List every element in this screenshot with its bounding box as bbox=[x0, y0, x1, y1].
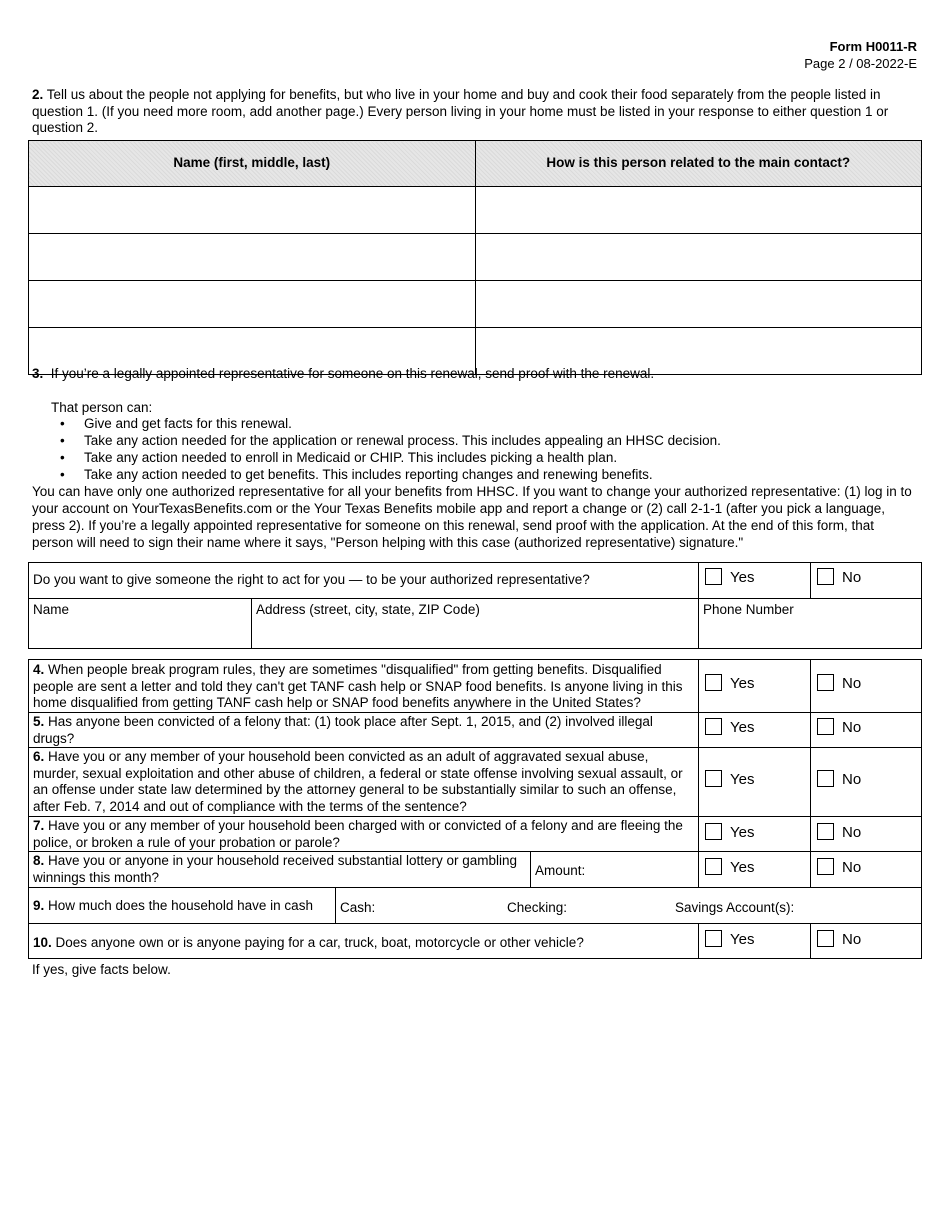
name-input-cell[interactable] bbox=[29, 187, 476, 234]
question-7: 7. Have you or any member of your household been charged with or convicted of a felony and are fleeing the police, or broken a rule of your probation or parole? bbox=[33, 818, 683, 850]
question-2 bbox=[32, 87, 917, 137]
question-9: 9. How much does the household have in cash bbox=[33, 898, 313, 913]
table-row bbox=[29, 281, 922, 328]
authorized-rep-paragraph: You can have only one authorized representative for all your benefits from HHSC. If you want to change your authorized representative: (1) log in to your account on YourTexasBenefits.com or the Your Texas Benefits mobile app and report a change or (2) call 2-1-1 (after you pick a language, press 2). If you’re a legally appointed representative for someone on this renewal, send proof with the application. At the end of this form, that person will need to sign their name where it says, "Person helping with this case (authorized representative) signature." bbox=[32, 484, 912, 550]
question-3 bbox=[32, 366, 917, 551]
q6-no-option[interactable]: No bbox=[817, 771, 861, 790]
no-checkbox[interactable] bbox=[817, 930, 834, 947]
table-row bbox=[29, 187, 922, 234]
rep-name-field[interactable]: Name bbox=[33, 602, 70, 617]
question-10: 10. Does anyone own or is anyone paying for a car, truck, boat, motorcycle or other vehicle? bbox=[33, 935, 584, 950]
question-text: Tell us about the people not applying for benefits, but who live in your home and buy and cook their food separately from the people listed in question 1. (If you need more room, add another page.) Every person living in your home must be listed in your response to either question 1 or question 2. bbox=[32, 87, 889, 136]
list-item: • Take any action needed to get benefits. This includes reporting changes and renewing benefits. bbox=[32, 467, 917, 484]
column-header-name: Name (first, middle, last) bbox=[29, 141, 476, 187]
q4-no-option[interactable]: No bbox=[817, 675, 861, 694]
relation-input-cell[interactable] bbox=[475, 281, 922, 328]
questions-box bbox=[28, 659, 922, 959]
list-item: • Give and get facts for this renewal. bbox=[32, 416, 917, 433]
rep-address-field[interactable]: Address (street, city, state, ZIP Code) bbox=[256, 602, 480, 617]
divider bbox=[810, 923, 811, 958]
divider bbox=[810, 660, 811, 887]
yes-checkbox[interactable] bbox=[705, 568, 722, 585]
q5-no-option[interactable]: No bbox=[817, 719, 861, 738]
authorized-rep-box bbox=[28, 562, 922, 649]
relation-input-cell[interactable] bbox=[475, 187, 922, 234]
no-checkbox[interactable] bbox=[817, 568, 834, 585]
footer-note: If yes, give facts below. bbox=[32, 962, 171, 977]
no-checkbox[interactable] bbox=[817, 718, 834, 735]
question-number: 2. bbox=[32, 87, 44, 102]
divider bbox=[29, 923, 921, 924]
list-item: • Take any action needed to enroll in Medicaid or CHIP. This includes picking a health plan. bbox=[32, 450, 917, 467]
amount-field[interactable]: Amount: bbox=[535, 863, 586, 878]
yes-checkbox[interactable] bbox=[705, 823, 722, 840]
yes-checkbox[interactable] bbox=[705, 770, 722, 787]
name-input-cell[interactable] bbox=[29, 281, 476, 328]
yes-checkbox[interactable] bbox=[705, 674, 722, 691]
divider bbox=[810, 563, 811, 598]
divider bbox=[698, 660, 699, 887]
relation-input-cell[interactable] bbox=[475, 234, 922, 281]
savings-field[interactable]: Savings Account(s): bbox=[675, 900, 795, 915]
q7-no-option[interactable]: No bbox=[817, 824, 861, 843]
representative-powers-list bbox=[32, 416, 917, 483]
q10-no-option[interactable]: No bbox=[817, 931, 861, 950]
divider bbox=[698, 563, 699, 598]
yes-checkbox[interactable] bbox=[705, 930, 722, 947]
question-4: 4. When people break program rules, they are sometimes "disqualified" from getting benefits. Disqualified people are sent a letter and told they can't get TANF cash help or SNAP food benefits. Is anyone living in this home disqualified from getting TANF cash help or SNAP food benefits anywhere in the United States? bbox=[33, 662, 683, 711]
cash-field[interactable]: Cash: bbox=[340, 900, 376, 915]
no-checkbox[interactable] bbox=[817, 823, 834, 840]
q4-yes-option[interactable]: Yes bbox=[705, 675, 754, 694]
can-intro: That person can: bbox=[51, 399, 153, 415]
q5-yes-option[interactable]: Yes bbox=[705, 719, 754, 738]
table-header-row bbox=[29, 141, 922, 187]
yes-option[interactable]: Yes bbox=[705, 569, 754, 588]
q8-no-option[interactable]: No bbox=[817, 859, 861, 878]
yes-checkbox[interactable] bbox=[705, 718, 722, 735]
column-header-relation: How is this person related to the main contact? bbox=[475, 141, 922, 187]
name-input-cell[interactable] bbox=[29, 234, 476, 281]
q8-yes-option[interactable]: Yes bbox=[705, 859, 754, 878]
household-members-table bbox=[28, 140, 922, 375]
table-row bbox=[29, 234, 922, 281]
question-number: 3. bbox=[32, 366, 44, 381]
question-text: If you’re a legally appointed representative for someone on this renewal, send proof with the renewal. bbox=[50, 366, 655, 381]
q6-yes-option[interactable]: Yes bbox=[705, 771, 754, 790]
no-option[interactable]: No bbox=[817, 569, 861, 588]
yes-checkbox[interactable] bbox=[705, 858, 722, 875]
question-6: 6. Have you or any member of your household been convicted as an adult of aggravated sexual abuse, murder, sexual exploitation and other abuse of children, a federal or state offense involving sexual assault, or an offense under state law determined by the attorney general to be substantially similar to such an offense, after Feb. 7, 2014 and out of compliance with the terms of the sentence? bbox=[33, 749, 683, 815]
list-item: • Take any action needed for the application or renewal process. This includes appealing an HHSC decision. bbox=[32, 433, 917, 450]
form-header bbox=[804, 38, 917, 72]
checking-field[interactable]: Checking: bbox=[507, 900, 568, 915]
form-id: Form H0011-R bbox=[829, 39, 917, 54]
question-8: 8. Have you or anyone in your household received substantial lottery or gambling winnings this month? bbox=[33, 853, 518, 885]
q10-yes-option[interactable]: Yes bbox=[705, 931, 754, 950]
no-checkbox[interactable] bbox=[817, 674, 834, 691]
q7-yes-option[interactable]: Yes bbox=[705, 824, 754, 843]
question-5: 5. Has anyone been convicted of a felony that: (1) took place after Sept. 1, 2015, and (2) involved illegal drugs? bbox=[33, 714, 653, 746]
divider bbox=[698, 923, 699, 958]
page-number: Page 2 / 08-2022-E bbox=[804, 56, 917, 71]
no-checkbox[interactable] bbox=[817, 770, 834, 787]
no-checkbox[interactable] bbox=[817, 858, 834, 875]
rep-phone-field[interactable]: Phone Number bbox=[703, 602, 794, 617]
authorized-rep-question: Do you want to give someone the right to act for you — to be your authorized representative? bbox=[33, 572, 590, 587]
